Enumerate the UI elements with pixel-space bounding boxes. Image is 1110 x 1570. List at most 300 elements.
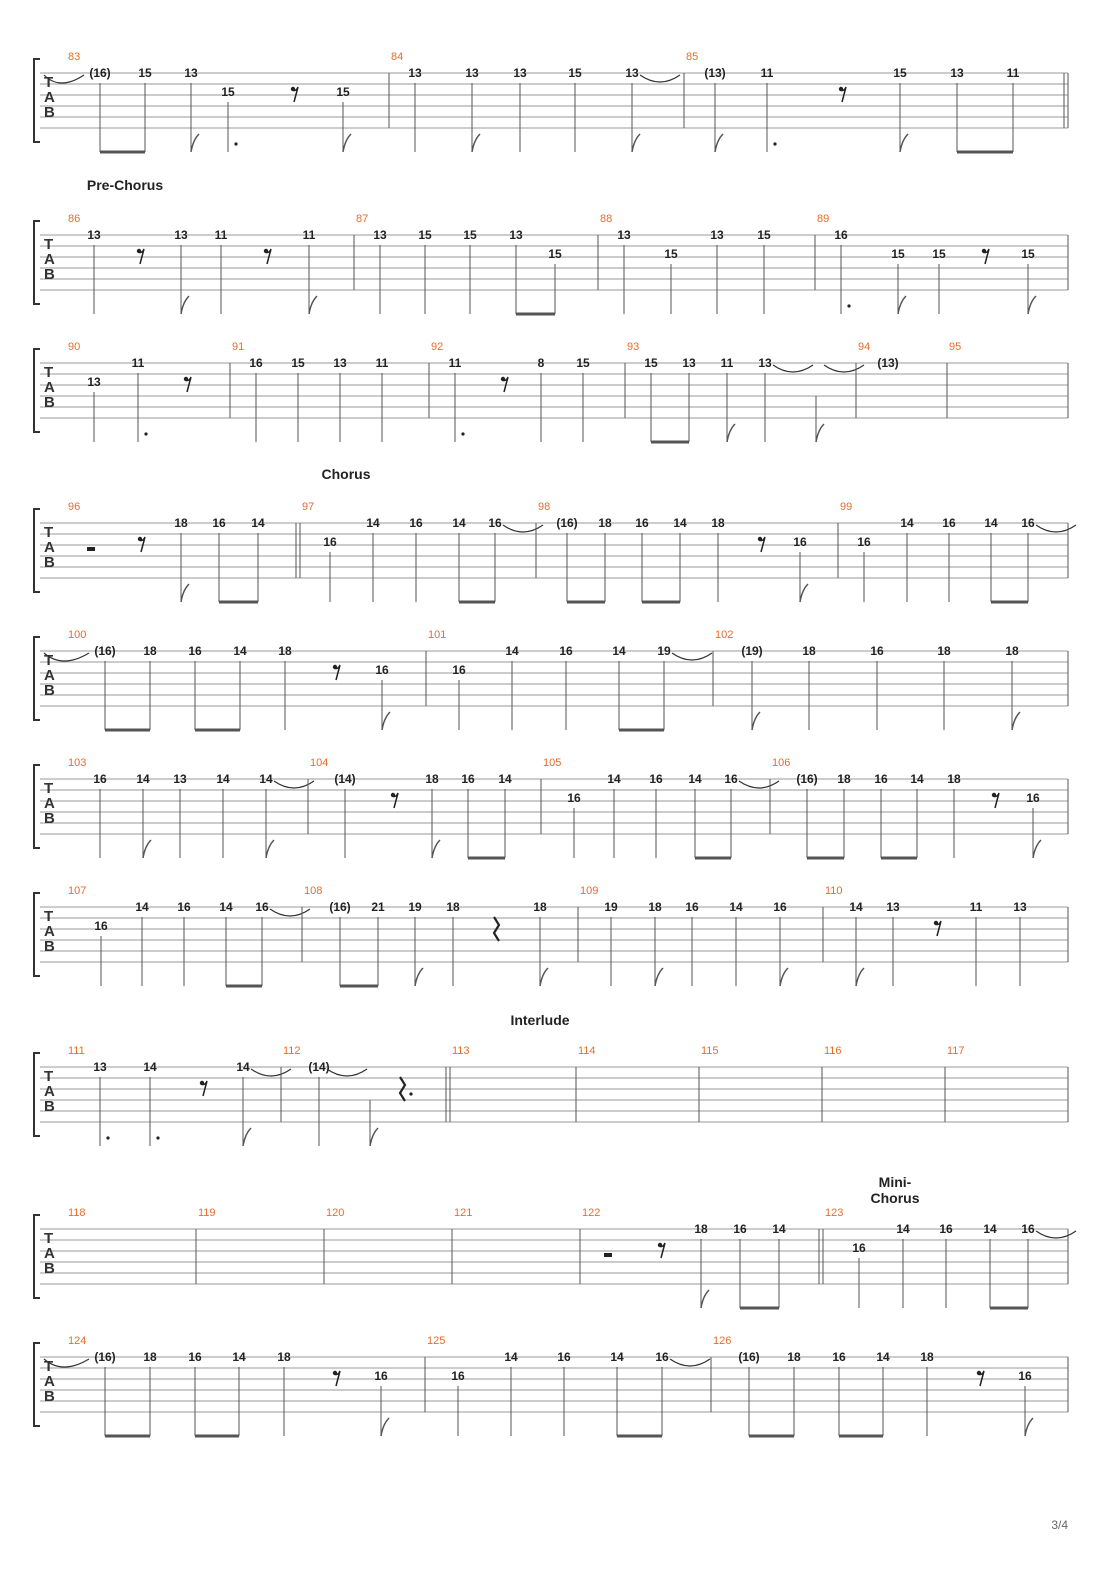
- note-flag: [856, 968, 864, 986]
- fret-number: (16): [89, 66, 111, 80]
- tab-clef-letter: B: [44, 1260, 55, 1277]
- tab-clef-letter: B: [44, 810, 55, 827]
- note-flag: [655, 968, 663, 986]
- section-label: Chorus: [321, 466, 371, 482]
- note-flag: [266, 840, 274, 858]
- tab-clef-letter: T: [44, 652, 54, 669]
- measure: [296, 501, 543, 602]
- note-flag: [143, 840, 151, 858]
- note-flag: [382, 712, 390, 730]
- measure: [446, 1045, 470, 1122]
- fret-number: 14: [452, 516, 466, 530]
- fret-number: 16: [857, 535, 871, 549]
- fret-number: 14: [233, 644, 247, 658]
- fret-number: 16: [451, 1369, 465, 1383]
- fret-number: 14: [610, 1350, 624, 1364]
- fret-number: 16: [188, 644, 202, 658]
- fret-number: 15: [548, 247, 562, 261]
- fret-number: 16: [409, 516, 423, 530]
- measure: [856, 341, 899, 418]
- note-flag: [900, 134, 908, 152]
- fret-number: (16): [796, 772, 818, 786]
- measure: [838, 501, 1076, 602]
- measure: [947, 341, 961, 418]
- measure-number: 88: [600, 213, 613, 225]
- staff-bracket: [34, 893, 40, 976]
- fret-number: 18: [1005, 644, 1019, 658]
- measure: [429, 341, 590, 442]
- fret-number: 13: [625, 66, 639, 80]
- fret-number: 11: [214, 228, 228, 242]
- fret-number: 15: [891, 247, 905, 261]
- fret-number: 16: [212, 516, 226, 530]
- fret-number: 13: [513, 66, 527, 80]
- tie-arc: [824, 365, 864, 372]
- tab-clef-letter: A: [44, 1373, 55, 1390]
- fret-number: 14: [876, 1350, 890, 1364]
- note-flag: [701, 1290, 709, 1308]
- measure-number: 115: [701, 1045, 719, 1057]
- measure: [281, 1045, 413, 1146]
- fret-number: 16: [1018, 1369, 1032, 1383]
- note-flag: [816, 424, 824, 442]
- note-flag: [1025, 1418, 1033, 1436]
- note-flag: [243, 1128, 251, 1146]
- tab-system: [0, 335, 1110, 485]
- fret-number: 16: [874, 772, 888, 786]
- tab-clef-letter: T: [44, 236, 54, 253]
- measure: [713, 629, 1020, 730]
- fret-number: 16: [249, 356, 263, 370]
- fret-number: 16: [635, 516, 649, 530]
- staff-bracket: [34, 349, 40, 432]
- measure-number: 121: [454, 1207, 473, 1219]
- tab-system: [0, 45, 1110, 195]
- tab-clef-letter: B: [44, 1098, 55, 1115]
- fret-number: 14: [505, 644, 519, 658]
- staff-bracket: [34, 509, 40, 592]
- measure: [68, 1207, 86, 1219]
- measure: [425, 1335, 710, 1436]
- tab-clef-letter: T: [44, 908, 54, 925]
- note-flag: [727, 424, 735, 442]
- measure-number: 91: [232, 341, 245, 353]
- measure: [580, 1207, 786, 1308]
- tab-clef-letter: A: [44, 251, 55, 268]
- measure-number: 92: [431, 341, 444, 353]
- fret-number: 18: [648, 900, 662, 914]
- measure: [711, 1335, 1033, 1436]
- tab-staff-svg: [0, 1039, 1110, 1189]
- note-flag: [343, 134, 351, 152]
- measure-number: 93: [627, 341, 640, 353]
- note-flag: [415, 968, 423, 986]
- fret-number: 14: [498, 772, 512, 786]
- tie-arc: [270, 909, 310, 916]
- measure-number: 122: [582, 1207, 601, 1219]
- fret-number: 13: [617, 228, 631, 242]
- measure: [819, 1207, 1076, 1308]
- note-dot: [773, 142, 776, 145]
- tab-clef-letter: B: [44, 938, 55, 955]
- measure-number: 117: [947, 1045, 965, 1057]
- fret-number: 13: [184, 66, 198, 80]
- fret-number: (14): [334, 772, 356, 786]
- measure: [44, 1335, 389, 1436]
- fret-number: 16: [939, 1222, 953, 1236]
- fret-number: 18: [598, 516, 612, 530]
- measure-number: 119: [198, 1207, 216, 1219]
- staff-bracket: [34, 1215, 40, 1298]
- fret-number: 14: [612, 644, 626, 658]
- fret-number: 13: [886, 900, 900, 914]
- fret-number: 18: [143, 644, 157, 658]
- note-flag: [191, 134, 199, 152]
- measure: [625, 341, 864, 442]
- fret-number: 18: [174, 516, 188, 530]
- note-flag: [181, 584, 189, 602]
- fret-number: 16: [94, 919, 108, 933]
- fret-number: 18: [937, 644, 951, 658]
- fret-number: (16): [94, 644, 116, 658]
- tab-clef-letter: T: [44, 364, 54, 381]
- measure: [389, 51, 680, 152]
- fret-number: 15: [757, 228, 771, 242]
- half-rest: [604, 1253, 612, 1257]
- fret-number: 14: [136, 772, 150, 786]
- fret-number: (13): [877, 356, 899, 370]
- measure-number: 98: [538, 501, 551, 513]
- fret-number: 13: [710, 228, 724, 242]
- fret-number: 16: [323, 535, 337, 549]
- fret-number: 16: [1021, 1222, 1035, 1236]
- measure-number: 126: [713, 1335, 732, 1347]
- fret-number: 13: [408, 66, 422, 80]
- fret-number: 18: [802, 644, 816, 658]
- note-dot: [847, 304, 850, 307]
- measure: [44, 51, 351, 152]
- fret-number: 14: [366, 516, 380, 530]
- tie-arc: [327, 1069, 367, 1076]
- tab-clef-letter: A: [44, 1083, 55, 1100]
- measure: [302, 885, 548, 986]
- fret-number: 14: [143, 1060, 157, 1074]
- fret-number: 13: [1013, 900, 1027, 914]
- measure: [452, 1207, 472, 1284]
- fret-number: 16: [93, 772, 107, 786]
- fret-number: 14: [259, 772, 273, 786]
- fret-number: 15: [418, 228, 432, 242]
- tab-clef-letter: A: [44, 539, 55, 556]
- fret-number: 15: [568, 66, 582, 80]
- measure-number: 118: [68, 1207, 86, 1219]
- fret-number: 15: [138, 66, 152, 80]
- fret-number: 18: [947, 772, 961, 786]
- measure-number: 108: [304, 885, 323, 897]
- measure: [945, 1045, 965, 1122]
- tab-clef-letter: A: [44, 379, 55, 396]
- measure-number: 111: [68, 1045, 85, 1057]
- tab-clef-letter: B: [44, 682, 55, 699]
- fret-number: 8: [537, 356, 545, 370]
- fret-number: 16: [685, 900, 699, 914]
- fret-number: 14: [772, 1222, 786, 1236]
- tab-clef-letter: T: [44, 780, 54, 797]
- note-flag: [898, 296, 906, 314]
- tab-system: [0, 1329, 1110, 1479]
- measure: [68, 341, 191, 442]
- fret-number: 16: [374, 1369, 388, 1383]
- fret-number: 16: [724, 772, 738, 786]
- measure-number: 107: [68, 885, 87, 897]
- measure-number: 112: [283, 1045, 301, 1057]
- measure: [44, 629, 390, 730]
- measure: [354, 213, 562, 314]
- note-flag: [432, 840, 440, 858]
- measure-number: 125: [427, 1335, 446, 1347]
- section-label: Interlude: [510, 1012, 570, 1028]
- fret-number: 19: [604, 900, 618, 914]
- fret-number: 13: [373, 228, 387, 242]
- tab-clef-letter: T: [44, 1358, 54, 1375]
- tab-clef-letter: T: [44, 1230, 54, 1247]
- measure: [815, 213, 1036, 314]
- fret-number: 14: [607, 772, 621, 786]
- fret-number: 13: [174, 228, 188, 242]
- fret-number: 15: [463, 228, 477, 242]
- section-label: Mini-Chorus: [870, 1174, 920, 1206]
- tie-arc: [1036, 1231, 1076, 1238]
- staff-bracket: [34, 1343, 40, 1426]
- half-rest: [87, 547, 95, 551]
- measure-number: 104: [310, 757, 329, 769]
- fret-number: 14: [849, 900, 863, 914]
- measure-number: 105: [543, 757, 562, 769]
- fret-number: 16: [832, 1350, 846, 1364]
- fret-number: 11: [448, 356, 462, 370]
- fret-number: 11: [969, 900, 983, 914]
- note-dot: [106, 1136, 109, 1139]
- fret-number: 19: [657, 644, 671, 658]
- fret-number: 16: [733, 1222, 747, 1236]
- note-flag: [752, 712, 760, 730]
- measure: [822, 1045, 842, 1122]
- fret-number: 14: [896, 1222, 910, 1236]
- fret-number: 15: [932, 247, 946, 261]
- fret-number: 13: [173, 772, 187, 786]
- rest-dot: [409, 1092, 412, 1095]
- measure-number: 114: [578, 1045, 596, 1057]
- note-dot: [461, 432, 464, 435]
- fret-number: 14: [673, 516, 687, 530]
- measure-number: 124: [68, 1335, 87, 1347]
- measure: [426, 629, 712, 730]
- fret-number: 16: [1021, 516, 1035, 530]
- fret-number: 15: [1021, 247, 1035, 261]
- measure-number: 113: [452, 1045, 470, 1057]
- fret-number: 15: [291, 356, 305, 370]
- fret-number: 16: [177, 900, 191, 914]
- measure-number: 87: [356, 213, 369, 225]
- measure-number: 102: [715, 629, 734, 641]
- fret-number: 16: [188, 1350, 202, 1364]
- measure-number: 100: [68, 629, 87, 641]
- measure: [68, 757, 314, 858]
- fret-number: 13: [87, 228, 101, 242]
- measure: [196, 1207, 216, 1284]
- tab-staff-svg: [0, 335, 1110, 485]
- note-flag: [1028, 296, 1036, 314]
- fret-number: 19: [408, 900, 422, 914]
- fret-number: 18: [694, 1222, 708, 1236]
- measure-number: 83: [68, 51, 81, 63]
- tie-arc: [251, 1069, 291, 1076]
- staff-bracket: [34, 637, 40, 720]
- measure: [598, 213, 771, 314]
- tab-clef-letter: T: [44, 1068, 54, 1085]
- measure-number: 106: [772, 757, 791, 769]
- fret-number: 15: [576, 356, 590, 370]
- fret-number: 16: [375, 663, 389, 677]
- fret-number: 16: [649, 772, 663, 786]
- tab-system: [0, 1039, 1110, 1189]
- measure-number: 97: [302, 501, 315, 513]
- fret-number: 18: [446, 900, 460, 914]
- measure-number: 99: [840, 501, 853, 513]
- tab-clef-letter: T: [44, 74, 54, 91]
- measure-number: 103: [68, 757, 87, 769]
- fret-number: 16: [870, 644, 884, 658]
- tab-staff-svg: [0, 1329, 1110, 1479]
- measure-number: 86: [68, 213, 81, 225]
- measure: [308, 757, 512, 858]
- fret-number: 15: [644, 356, 658, 370]
- tie-arc: [672, 653, 712, 660]
- fret-number: (16): [329, 900, 351, 914]
- measure-number: 90: [68, 341, 81, 353]
- note-flag: [370, 1128, 378, 1146]
- page-number: 3/4: [1051, 1518, 1068, 1532]
- measure-number: 84: [391, 51, 404, 63]
- fret-number: (13): [704, 66, 726, 80]
- measure: [770, 757, 1041, 858]
- fret-number: 21: [371, 900, 385, 914]
- tie-arc: [773, 365, 813, 372]
- fret-number: 14: [984, 516, 998, 530]
- fret-number: 16: [255, 900, 269, 914]
- tab-clef-letter: B: [44, 1388, 55, 1405]
- tab-clef-letter: A: [44, 1245, 55, 1262]
- note-dot: [144, 432, 147, 435]
- fret-number: 13: [682, 356, 696, 370]
- fret-number: 13: [758, 356, 772, 370]
- measure-number: 110: [825, 885, 843, 897]
- tab-clef-letter: A: [44, 89, 55, 106]
- note-flag: [540, 968, 548, 986]
- fret-number: 16: [559, 644, 573, 658]
- tie-arc: [670, 1359, 710, 1366]
- fret-number: 18: [425, 772, 439, 786]
- tie-arc: [640, 75, 680, 82]
- fret-number: 11: [375, 356, 389, 370]
- measure-number: 96: [68, 501, 81, 513]
- tab-clef-letter: B: [44, 554, 55, 571]
- fret-number: 11: [1006, 66, 1020, 80]
- fret-number: 16: [461, 772, 475, 786]
- fret-number: 15: [336, 85, 350, 99]
- fret-number: 13: [465, 66, 479, 80]
- fret-number: 18: [277, 1350, 291, 1364]
- note-dot: [234, 142, 237, 145]
- measure: [699, 1045, 719, 1122]
- note-dot: [156, 1136, 159, 1139]
- fret-number: 13: [950, 66, 964, 80]
- fret-number: 18: [920, 1350, 934, 1364]
- measure-number: 89: [817, 213, 830, 225]
- note-flag: [780, 968, 788, 986]
- note-flag: [632, 134, 640, 152]
- measure-number: 120: [326, 1207, 345, 1219]
- staff-bracket: [34, 1053, 40, 1136]
- measure-number: 109: [580, 885, 599, 897]
- fret-number: 16: [942, 516, 956, 530]
- fret-number: 18: [278, 644, 292, 658]
- measure-number: 94: [858, 341, 871, 353]
- note-flag: [1033, 840, 1041, 858]
- measure: [324, 1207, 344, 1284]
- tab-clef-letter: A: [44, 667, 55, 684]
- note-flag: [715, 134, 723, 152]
- fret-number: 11: [760, 66, 774, 80]
- fret-number: 13: [87, 375, 101, 389]
- measure-number: 85: [686, 51, 699, 63]
- measure: [578, 885, 788, 986]
- measure-number: 116: [824, 1045, 842, 1057]
- tie-arc: [739, 781, 779, 788]
- fret-number: 18: [143, 1350, 157, 1364]
- fret-number: 14: [729, 900, 743, 914]
- fret-number: 14: [216, 772, 230, 786]
- fret-number: 16: [488, 516, 502, 530]
- fret-number: 18: [711, 516, 725, 530]
- fret-number: 14: [236, 1060, 250, 1074]
- measure: [68, 501, 265, 602]
- fret-number: 16: [567, 791, 581, 805]
- fret-number: 18: [533, 900, 547, 914]
- fret-number: 16: [452, 663, 466, 677]
- staff-bracket: [34, 765, 40, 848]
- fret-number: 14: [232, 1350, 246, 1364]
- tab-system: [0, 879, 1110, 1029]
- fret-number: 16: [1026, 791, 1040, 805]
- tab-staff-svg: [0, 45, 1110, 195]
- fret-number: 13: [93, 1060, 107, 1074]
- fret-number: 14: [983, 1222, 997, 1236]
- tab-clef-letter: B: [44, 104, 55, 121]
- note-flag: [800, 584, 808, 602]
- measure: [68, 213, 317, 314]
- fret-number: 14: [251, 516, 265, 530]
- measure: [68, 885, 310, 986]
- fret-number: 14: [504, 1350, 518, 1364]
- measure: [68, 1045, 291, 1146]
- fret-number: 11: [131, 356, 145, 370]
- measure-number: 123: [825, 1207, 844, 1219]
- measure: [541, 757, 779, 858]
- fret-number: 11: [302, 228, 316, 242]
- fret-number: 15: [221, 85, 235, 99]
- fret-number: 14: [900, 516, 914, 530]
